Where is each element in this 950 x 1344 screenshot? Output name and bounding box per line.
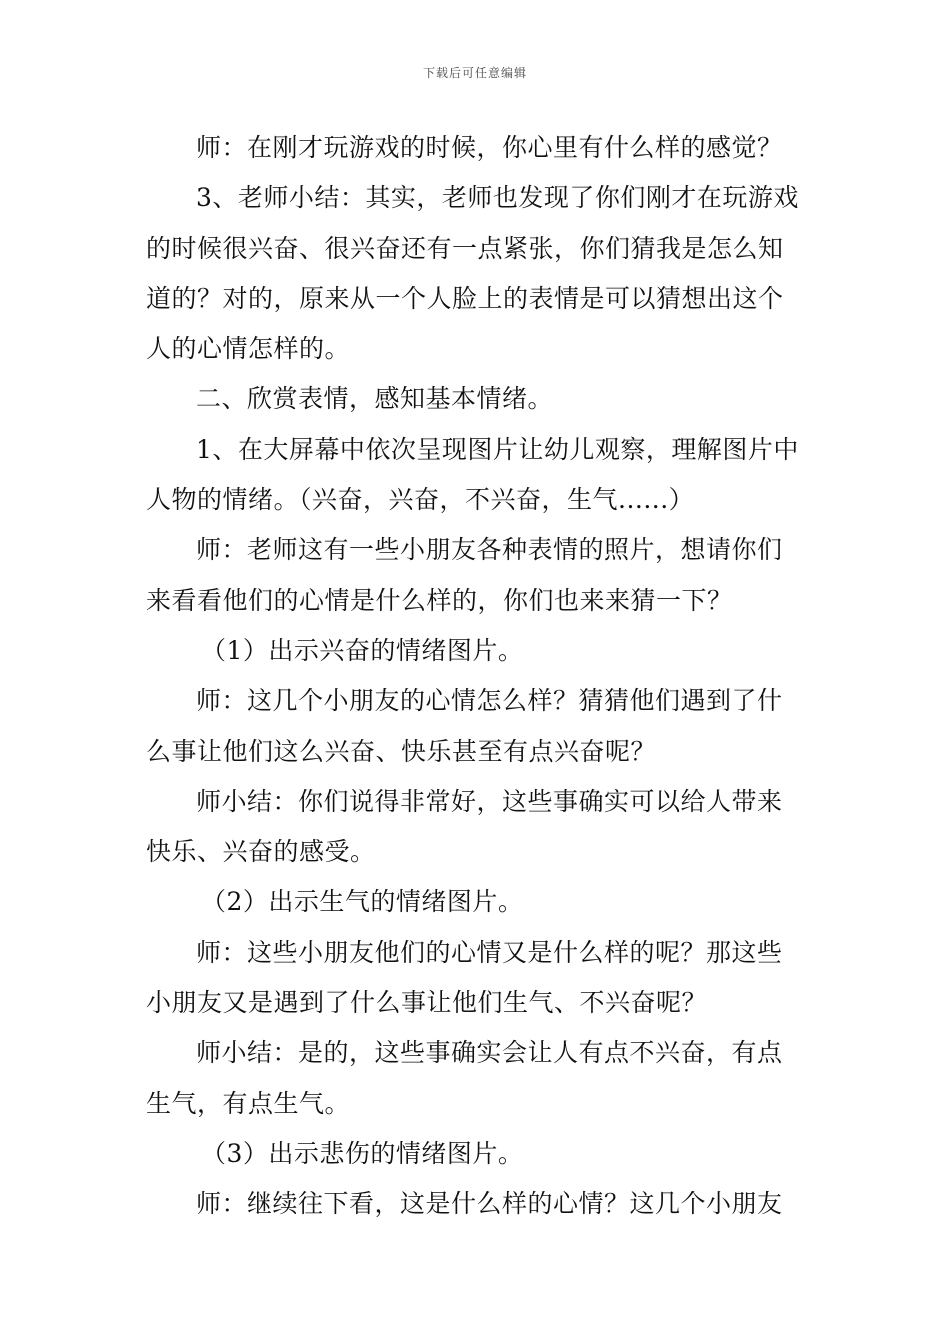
paragraph-line: 人的心情怎样的。 — [146, 334, 351, 364]
page-header-note: 下载后可任意编辑 — [422, 66, 527, 80]
paragraph-line: 师：这些小朋友他们的心情又是什么样的呢？那这些 — [196, 937, 783, 967]
paragraph-line: 生气，有点生气。 — [146, 1088, 351, 1118]
paragraph-line: 师：在刚才玩游戏的时候，你心里有什么样的感觉？ — [196, 133, 783, 162]
paragraph-line: 么事让他们这么兴奋、快乐甚至有点兴奋呢？ — [146, 736, 657, 766]
paragraph-line: 小朋友又是遇到了什么事让他们生气、不兴奋呢？ — [146, 988, 708, 1018]
paragraph-line: 道的？对的，原来从一个人脸上的表情是可以猜想出这个 — [146, 283, 784, 313]
paragraph-line: 师：继续往下看，这是什么样的心情？这几个小朋友 — [196, 1189, 783, 1219]
paragraph-line: 3、老师小结：其实，老师也发现了你们刚才在玩游戏 — [196, 183, 799, 213]
section-heading: 二、欣赏表情，感知基本情绪。 — [196, 384, 554, 414]
paragraph-line: 师小结：你们说得非常好，这些事确实可以给人带来 — [196, 786, 783, 816]
paragraph-line: 师小结：是的，这些事确实会让人有点不兴奋，有点 — [196, 1038, 783, 1068]
subsection-heading: （2）出示生气的情绪图片。 — [201, 887, 524, 917]
subsection-heading: （3）出示悲伤的情绪图片。 — [201, 1138, 524, 1168]
document-body — [146, 123, 810, 1230]
paragraph-line: 师：老师这有一些小朋友各种表情的照片，想请你们 — [196, 535, 783, 565]
paragraph-line: 快乐、兴奋的感受。 — [146, 837, 376, 867]
paragraph-line: 师：这几个小朋友的心情怎么样？猜猜他们遇到了什 — [196, 686, 783, 716]
paragraph-line: 人物的情绪。（兴奋，兴奋，不兴奋，生气......） — [146, 485, 695, 515]
paragraph-line: 1、在大屏幕中依次呈现图片让幼儿观察，理解图片中 — [196, 434, 799, 464]
paragraph-line: 的时候很兴奋、很兴奋还有一点紧张，你们猜我是怎么知 — [146, 233, 784, 263]
subsection-heading: （1）出示兴奋的情绪图片。 — [201, 635, 524, 665]
paragraph-line: 来看看他们的心情是什么样的，你们也来来猜一下？ — [146, 585, 733, 615]
